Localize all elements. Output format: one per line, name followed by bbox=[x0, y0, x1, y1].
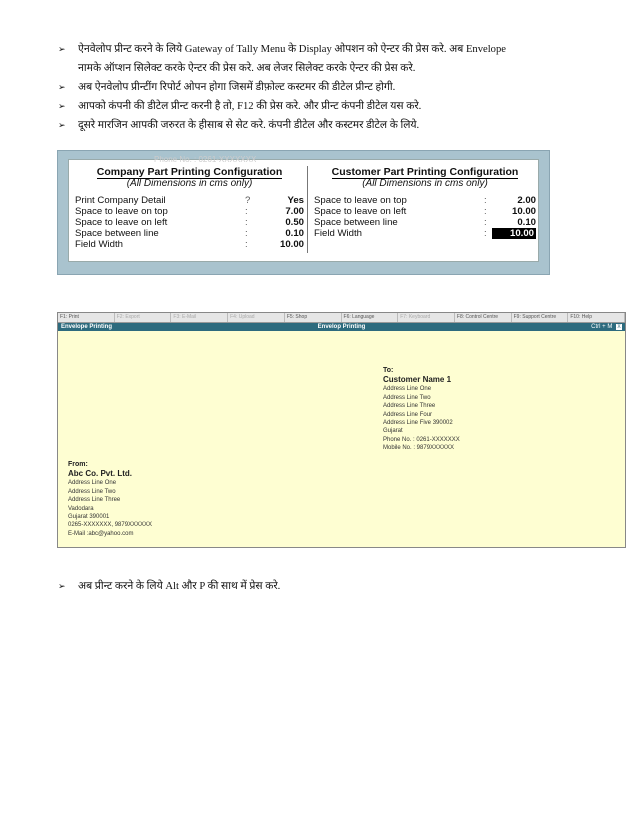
company-name: Abc Co. Pvt. Ltd. bbox=[68, 469, 132, 479]
bullet-arrow-icon: ➢ bbox=[58, 82, 66, 92]
to-heading: To: bbox=[383, 367, 394, 374]
address-line: 0265-XXXXXXX, 9879XXXXXX bbox=[68, 522, 153, 529]
config-label: Space to leave on left bbox=[75, 217, 168, 228]
print-company-detail-value[interactable]: Yes bbox=[287, 195, 304, 206]
window-title: Envelope Printing bbox=[61, 324, 113, 330]
field-width-input[interactable]: 10.00 bbox=[492, 228, 536, 239]
upload-button[interactable]: F4: Upload bbox=[228, 313, 285, 322]
address-line: Address Line Three bbox=[383, 403, 436, 410]
ghost-phone-text: Phone No. : 0261-XXXXXXX bbox=[154, 155, 257, 164]
company-config-section bbox=[75, 166, 304, 250]
config-label: Space between line bbox=[75, 228, 159, 239]
config-row[interactable] bbox=[75, 206, 304, 217]
bullet-arrow-icon: ➢ bbox=[58, 44, 66, 54]
config-row[interactable] bbox=[75, 217, 304, 228]
customer-config-section bbox=[314, 166, 536, 239]
configuration-panel bbox=[68, 155, 539, 262]
bullet-arrow-icon: ➢ bbox=[58, 101, 66, 111]
config-colon: : bbox=[484, 228, 487, 239]
address-line: Address Line Five 390002 bbox=[383, 420, 453, 427]
shop-button[interactable]: F5: Shop bbox=[285, 313, 342, 322]
customer-config-subtitle: (All Dimensions in cms only) bbox=[362, 178, 488, 189]
config-value[interactable]: 10.00 bbox=[279, 239, 304, 250]
address-line: Address Line One bbox=[383, 386, 432, 393]
function-button-bar bbox=[58, 313, 625, 323]
config-colon: : bbox=[245, 239, 248, 250]
support-centre-button[interactable]: F9: Support Centre bbox=[512, 313, 569, 322]
instruction-text: नामके ऑप्शन सिलेक्ट करके ऐन्टर की प्रेस करे. अब लेजर सिलेक्ट करके ऐन्टर की प्रेस करे. bbox=[78, 63, 416, 74]
minimize-shortcut[interactable]: Ctrl + M bbox=[591, 324, 613, 330]
bullet-arrow-icon: ➢ bbox=[58, 120, 66, 130]
customer-address-block bbox=[383, 367, 460, 453]
config-label: Space between line bbox=[314, 217, 398, 228]
instruction-text: ऐनवेलोप प्रीन्ट करने के लिये Gateway of Tally Menu के Display ओपशन को ऐन्टर की प्रेस करे. अब Envelope bbox=[78, 44, 506, 55]
envelope-title-bar bbox=[58, 323, 625, 331]
company-address-block bbox=[68, 461, 152, 538]
address-line: Address Line One bbox=[68, 480, 117, 487]
export-button[interactable]: F2: Export bbox=[115, 313, 172, 322]
email-button[interactable]: F3: E-Mail bbox=[171, 313, 228, 322]
help-button[interactable]: F10: Help bbox=[568, 313, 625, 322]
config-value[interactable]: 0.50 bbox=[285, 217, 304, 228]
config-row[interactable] bbox=[75, 228, 304, 239]
instruction-text: अब ऐनवेलोप प्रीन्टींग रिपोर्ट ओपन होगा जिसमें डीफ़ोल्ट कस्टमर की डीटेल प्रीन्ट होगी. bbox=[78, 82, 396, 93]
config-colon: : bbox=[484, 206, 487, 217]
config-label: Field Width bbox=[314, 228, 362, 239]
config-colon: : bbox=[245, 217, 248, 228]
control-centre-button[interactable]: F8: Control Centre bbox=[455, 313, 512, 322]
report-title: Envelop Printing bbox=[317, 324, 366, 330]
address-line: E-Mail :abc@yahoo.com bbox=[68, 530, 134, 537]
final-instruction-list bbox=[58, 577, 598, 596]
config-row[interactable] bbox=[75, 239, 304, 250]
instruction-item bbox=[58, 97, 613, 116]
config-label: Print Company Detail bbox=[75, 195, 166, 206]
instruction-item bbox=[58, 78, 613, 97]
instruction-item bbox=[58, 116, 613, 135]
config-row[interactable] bbox=[75, 195, 304, 206]
address-line: Address Line Three bbox=[68, 497, 121, 504]
config-colon: : bbox=[245, 206, 248, 217]
config-colon: ? bbox=[245, 195, 251, 206]
from-heading: From: bbox=[68, 461, 88, 468]
instruction-text: आपको कंपनी की डीटेल प्रीन्ट करनी है तो, F12 की प्रेस करे. और प्रीन्ट कंपनी डीटेल यस करे. bbox=[78, 101, 422, 112]
print-button[interactable]: F1: Print bbox=[58, 313, 115, 322]
bullet-arrow-icon: ➢ bbox=[58, 581, 66, 591]
close-icon[interactable]: X bbox=[617, 324, 621, 330]
address-line: Gujarat bbox=[383, 428, 403, 435]
section-divider bbox=[307, 166, 308, 253]
envelope-printing-screenshot bbox=[57, 312, 626, 548]
keyboard-button[interactable]: F7: Keyboard bbox=[398, 313, 455, 322]
config-row[interactable] bbox=[314, 217, 536, 228]
config-label: Field Width bbox=[75, 239, 123, 250]
address-line: Phone No. : 0261-XXXXXXX bbox=[383, 436, 460, 443]
config-value[interactable]: 0.10 bbox=[517, 217, 536, 228]
address-line: Address Line Four bbox=[383, 411, 433, 418]
address-line: Vadodara bbox=[68, 505, 94, 512]
customer-name: Customer Name 1 bbox=[383, 375, 452, 385]
customer-config-title: Customer Part Printing Configuration bbox=[331, 166, 519, 178]
address-line: Gujarat 390001 bbox=[68, 514, 110, 521]
config-value[interactable]: 2.00 bbox=[517, 195, 536, 206]
config-colon: : bbox=[484, 195, 487, 206]
config-colon: : bbox=[484, 217, 487, 228]
address-line: Address Line Two bbox=[383, 394, 431, 401]
config-label: Space to leave on top bbox=[314, 195, 407, 206]
instruction-list bbox=[58, 40, 613, 135]
address-line: Mobile No. : 9879XXXXXX bbox=[383, 445, 455, 452]
company-config-title: Company Part Printing Configuration bbox=[96, 166, 283, 178]
address-line: Address Line Two bbox=[68, 488, 116, 495]
instruction-text: अब प्रीन्ट करने के लिये Alt और P की साथ में प्रेस करे. bbox=[78, 581, 281, 592]
instruction-item bbox=[58, 40, 613, 78]
company-config-subtitle: (All Dimensions in cms only) bbox=[126, 178, 253, 189]
config-colon: : bbox=[245, 228, 248, 239]
config-label: Space to leave on left bbox=[314, 206, 407, 217]
printing-configuration-screenshot bbox=[57, 150, 550, 275]
instruction-text: दूसरे मारजिन आपकी जरुरत के हीसाब से सेट करे. कंपनी डीटेल और कस्टमर डीटेल के लिये. bbox=[78, 120, 420, 131]
config-row[interactable] bbox=[314, 228, 536, 239]
config-value[interactable]: 10.00 bbox=[511, 206, 536, 217]
config-label: Space to leave on top bbox=[75, 206, 168, 217]
config-value[interactable]: 7.00 bbox=[285, 206, 304, 217]
config-value[interactable]: 0.10 bbox=[285, 228, 304, 239]
instruction-item bbox=[58, 577, 598, 596]
config-row[interactable] bbox=[314, 195, 536, 206]
language-button[interactable]: F6: Language bbox=[342, 313, 399, 322]
config-row[interactable] bbox=[314, 206, 536, 217]
